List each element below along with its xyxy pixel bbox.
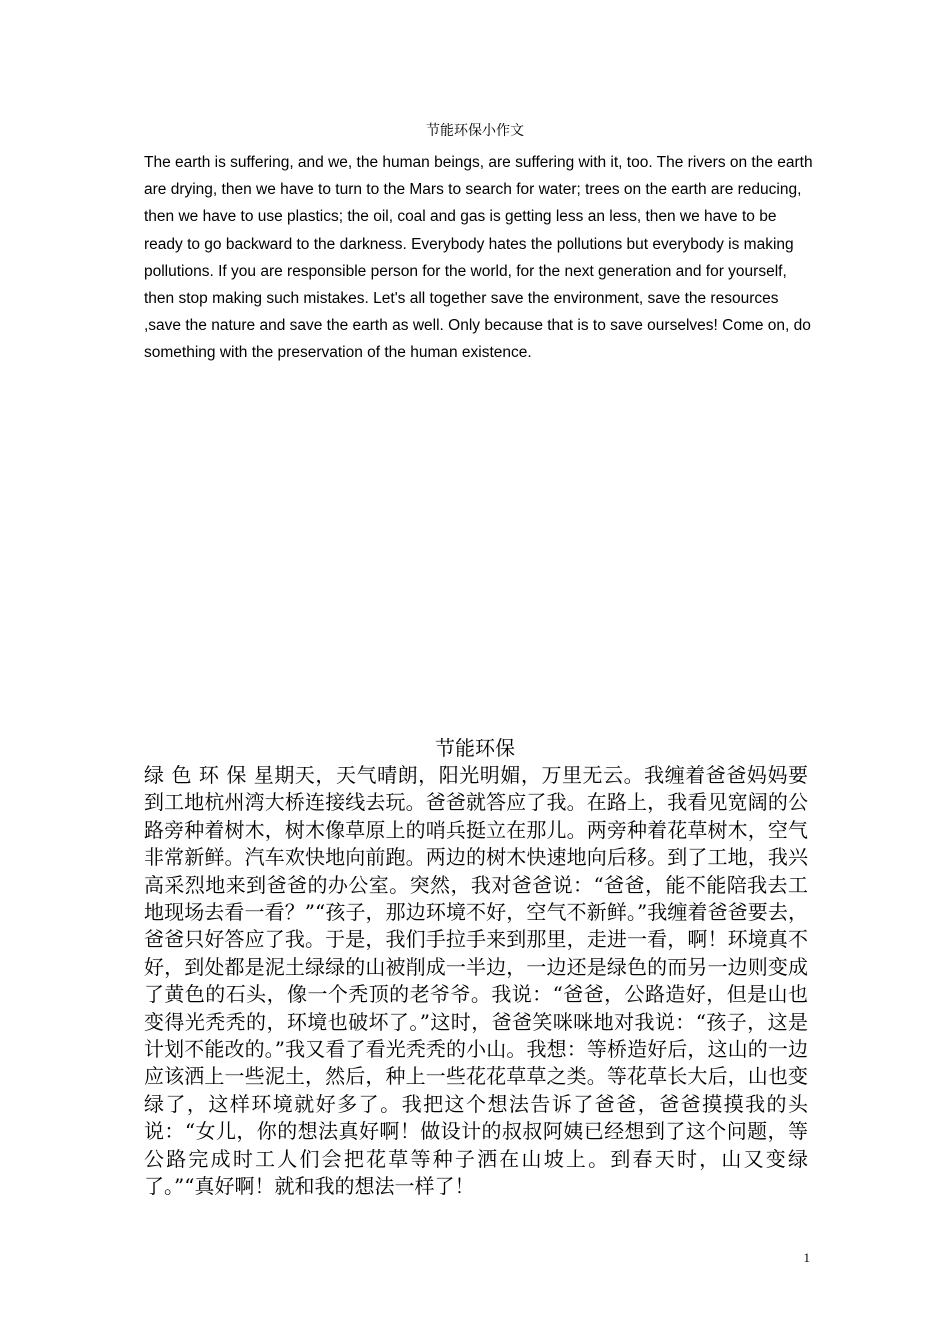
page-number: 1 — [803, 1250, 810, 1265]
section-title: 节能环保 — [435, 736, 515, 760]
english-paragraph: The earth is suffering, and we, the human beings, are suffering with it, too. The rivers on the earth are drying, then we have to turn to the Mars to search for water; trees on the earth are reducing, then we have to use plastics; the oil, coal and gas is getting less an less, then we have to be ready to go backward to the darkness. Everybody hates the pollutions but everybody is making pollutions. If you are responsible person for the world, for the next generation and for yourself, then stop making such mistakes. Let's all together save the environment, save the resources ,save the nature and save the earth as well. Only because that is to save ourselves! Come on, do something with the preservation of the human existence. — [144, 154, 813, 362]
document-title-essay: 节能环保小作文 — [426, 123, 524, 139]
chinese-paragraph: 绿 色 环 保 星期天，天气晴朗，阳光明媚，万里无云。我缠着爸爸妈妈要到工地杭州湾大桥连接线去玩。爸爸就答应了我。在路上，我看见宽阔的公路旁种着树木，树木像草原上的哨兵挺立在那儿。两旁种着花草树木，空气非常新鲜。汽车欢快地向前跑。两边的树木快速地向后移。到了工地，我兴高采烈地来到爸爸的办公室。突然，我对爸爸说：“爸爸，能不能陪我去工地现场去看一看？”“孩子，那边环境不好，空气不新鲜。”我缠着爸爸要去，爸爸只好答应了我。于是，我们手拉手来到那里，走进一看，啊！环境真不好，到处都是泥土绿绿的山被削成一半边，一边还是绿色的而另一边则变成了黄色的石头，像一个秃顶的老爷爷。我说：“爸爸，公路造好，但是山也变得光秃秃的，环境也破坏了。”这时，爸爸笑咪咪地对我说：“孩子，这是计划不能改的。”我又看了看光秃秃的小山。我想：等桥造好后，这山的一边应该洒上一些泥土，然后，种上一些花花草草之类。等花草长大后，山也变绿了，这样环境就好多了。我把这个想法告诉了爸爸，爸爸摸摸我的头说：“女儿，你的想法真好啊！做设计的叔叔阿姨已经想到了这个问题，等公路完成时工人们会把花草等种子洒在山坡上。到春天时，山又变绿了。”“真好啊！就和我的想法一样了！ — [144, 763, 808, 1199]
